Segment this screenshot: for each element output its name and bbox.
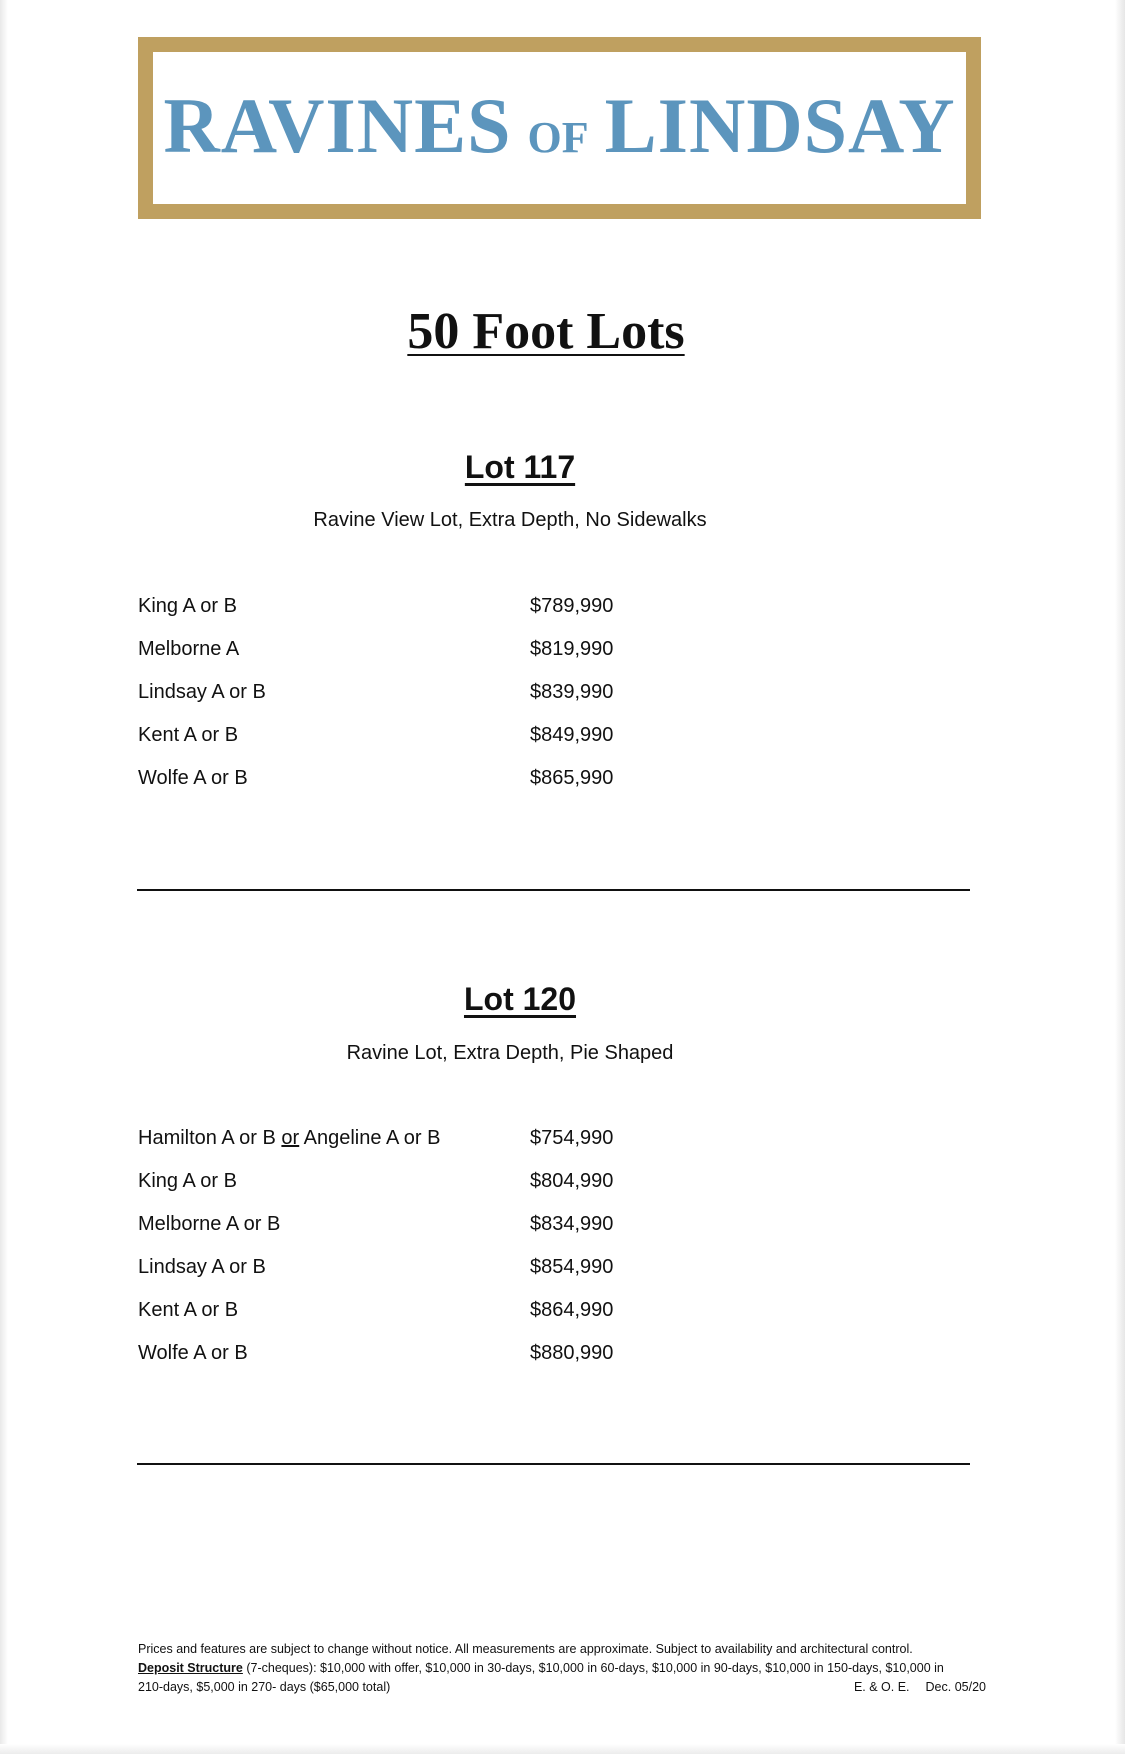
page-title: 50 Foot Lots: [407, 303, 685, 360]
document-date: Dec. 05/20: [925, 1680, 986, 1694]
table-row: [138, 1203, 738, 1246]
model-price: $819,990: [530, 638, 614, 660]
logo-word-lindsay: LINDSAY: [604, 82, 956, 169]
model-name: Lindsay A or B: [138, 681, 266, 703]
model-price: $789,990: [530, 595, 614, 617]
model-name: Melborne A or B: [138, 1213, 281, 1235]
model-name: King A or B: [138, 1170, 237, 1192]
disclaimer-text: Prices and features are subject to change without notice. All measurements are approximate. Subject to availability and architectural control.: [138, 1642, 913, 1656]
table-row: [138, 1246, 738, 1289]
page-edge-left: [0, 0, 8, 1754]
model-name: King A or B: [138, 595, 237, 617]
model-name: Wolfe A or B: [138, 767, 248, 789]
model-name-part: Hamilton A or B: [138, 1127, 282, 1149]
logo-word-of: OF: [527, 113, 589, 162]
table-row: [138, 714, 738, 757]
lot-117-price-table: [138, 585, 738, 800]
table-row: [138, 1332, 738, 1375]
deposit-structure-label: Deposit Structure: [138, 1661, 243, 1675]
logo-banner: [138, 37, 981, 219]
table-row: [138, 671, 738, 714]
model-price: $754,990: [530, 1127, 614, 1149]
model-name: [138, 1117, 530, 1160]
page-edge-bottom: [0, 1744, 1125, 1754]
model-price: $804,990: [530, 1170, 614, 1192]
lot-117-description: Ravine View Lot, Extra Depth, No Sidewalks: [313, 509, 707, 531]
lot-120-title: Lot 120: [463, 981, 577, 1017]
model-price: $834,990: [530, 1213, 614, 1235]
model-price: $839,990: [530, 681, 614, 703]
eoe-label: E. & O. E.: [853, 1680, 910, 1694]
model-price: $849,990: [530, 724, 614, 746]
section-divider: [137, 1463, 970, 1465]
eoe-and-date: [854, 1678, 986, 1697]
deposit-line-2: [138, 1678, 986, 1697]
model-name: Melborne A: [138, 638, 240, 660]
model-name: Kent A or B: [138, 724, 239, 746]
table-row: [138, 585, 738, 628]
logo-wordmark: [163, 82, 956, 169]
lot-120-price-table: [138, 1117, 738, 1375]
model-name-or: or: [281, 1127, 300, 1149]
page-edge-right: [1115, 0, 1125, 1754]
footer-disclaimer: [138, 1640, 986, 1697]
logo-word-ravines: RAVINES: [163, 82, 512, 169]
table-row: [138, 1117, 738, 1160]
deposit-line: [138, 1659, 986, 1678]
model-price: $865,990: [530, 767, 614, 789]
model-name-part: Angeline A or B: [299, 1127, 441, 1149]
model-name: Wolfe A or B: [138, 1342, 248, 1364]
table-row: [138, 628, 738, 671]
lot-120-description: Ravine Lot, Extra Depth, Pie Shaped: [346, 1042, 674, 1064]
deposit-structure-text: (7-cheques): $10,000 with offer, $10,000 in 30-days, $10,000 in 60-days, $10,000 in 90-days, $10,000 in 150-days, $10,000 in: [242, 1661, 944, 1675]
model-name: Kent A or B: [138, 1299, 239, 1321]
deposit-structure-text-2: 210-days, $5,000 in 270- days ($65,000 total): [138, 1680, 391, 1694]
model-price: $864,990: [530, 1299, 614, 1321]
table-row: [138, 1289, 738, 1332]
lot-117-title: Lot 117: [464, 449, 576, 485]
table-row: [138, 1160, 738, 1203]
table-row: [138, 757, 738, 800]
section-divider: [137, 889, 970, 891]
model-price: $854,990: [530, 1256, 614, 1278]
model-price: $880,990: [530, 1342, 614, 1364]
model-name: Lindsay A or B: [138, 1256, 266, 1278]
